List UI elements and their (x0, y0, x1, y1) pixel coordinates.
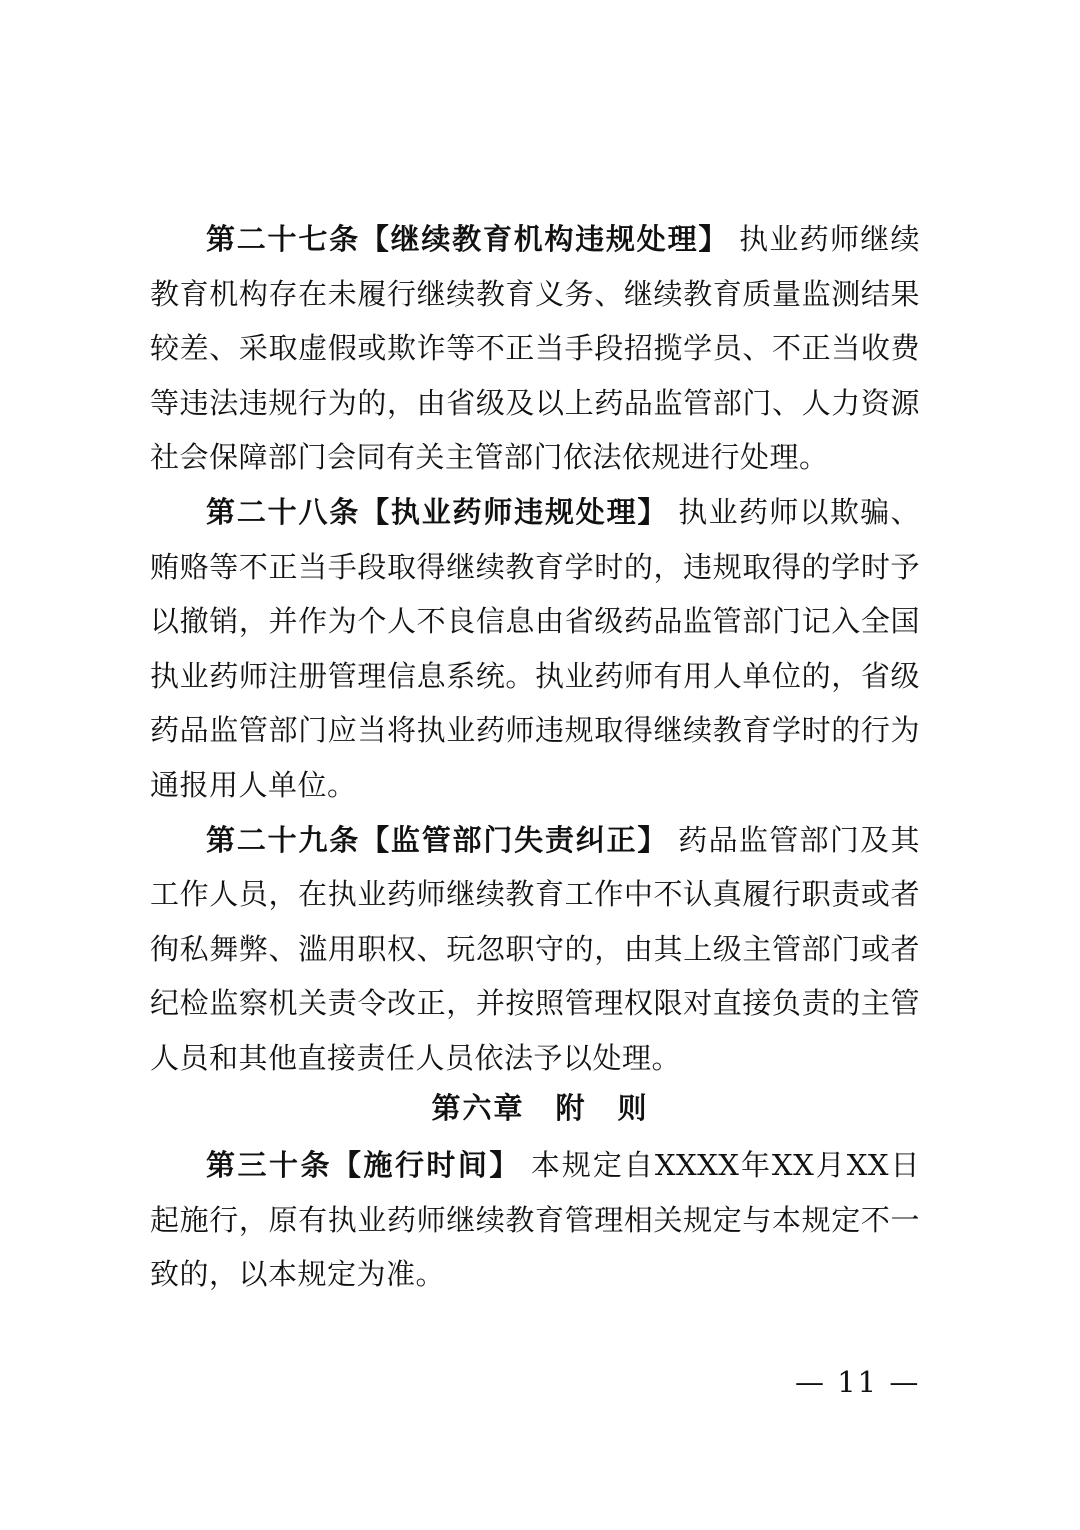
article-27-heading: 第二十七条【继续教育机构违规处理】 (206, 222, 730, 256)
article-27 (150, 212, 920, 485)
article-29 (150, 813, 920, 1086)
article-29-heading: 第二十九条【监管部门失责纠正】 (206, 822, 669, 857)
article-29-body: 药品监管部门及其工作人员，在执业药师继续教育工作中不认真履行职责或者徇私舞弊、滥用职权、玩忽职守的，由其上级主管部门或者纪检监察机关责令改正，并按照管理权限对直接负责的主管人员和其他直接责任人员依法予以处理。 (150, 822, 920, 1075)
article-list (150, 212, 920, 1086)
page-number: — 11 — (795, 1365, 921, 1399)
article-27-body: 执业药师继续教育机构存在未履行继续教育义务、继续教育质量监测结果较差、采取虚假或欺诈等不正当手段招揽学员、不正当收费等违法违规行为的，由省级及以上药品监管部门、人力资源社会保障部门会同有关主管部门依法依规进行处理。 (150, 222, 920, 475)
article-30 (150, 1138, 920, 1302)
article-30-heading: 第三十条【施行时间】 (206, 1148, 521, 1182)
article-28-heading: 第二十八条【执业药师违规处理】 (206, 494, 669, 529)
article-28 (150, 485, 920, 813)
article-28-body: 执业药师以欺骗、贿赂等不正当手段取得继续教育学时的，违规取得的学时予以撤销，并作为个人不良信息由省级药品监管部门记入全国执业药师注册管理信息系统。执业药师有用人单位的，省级药品监管部门应当将执业药师违规取得继续教育学时的行为通报用人单位。 (150, 494, 920, 802)
article-30-block (150, 1138, 920, 1302)
article-30-body: 本规定自XXXX年XX月XX日起施行，原有执业药师继续教育管理相关规定与本规定不一致的，以本规定为准。 (150, 1148, 920, 1292)
chapter-title: 第六章 附 则 (431, 1091, 649, 1125)
